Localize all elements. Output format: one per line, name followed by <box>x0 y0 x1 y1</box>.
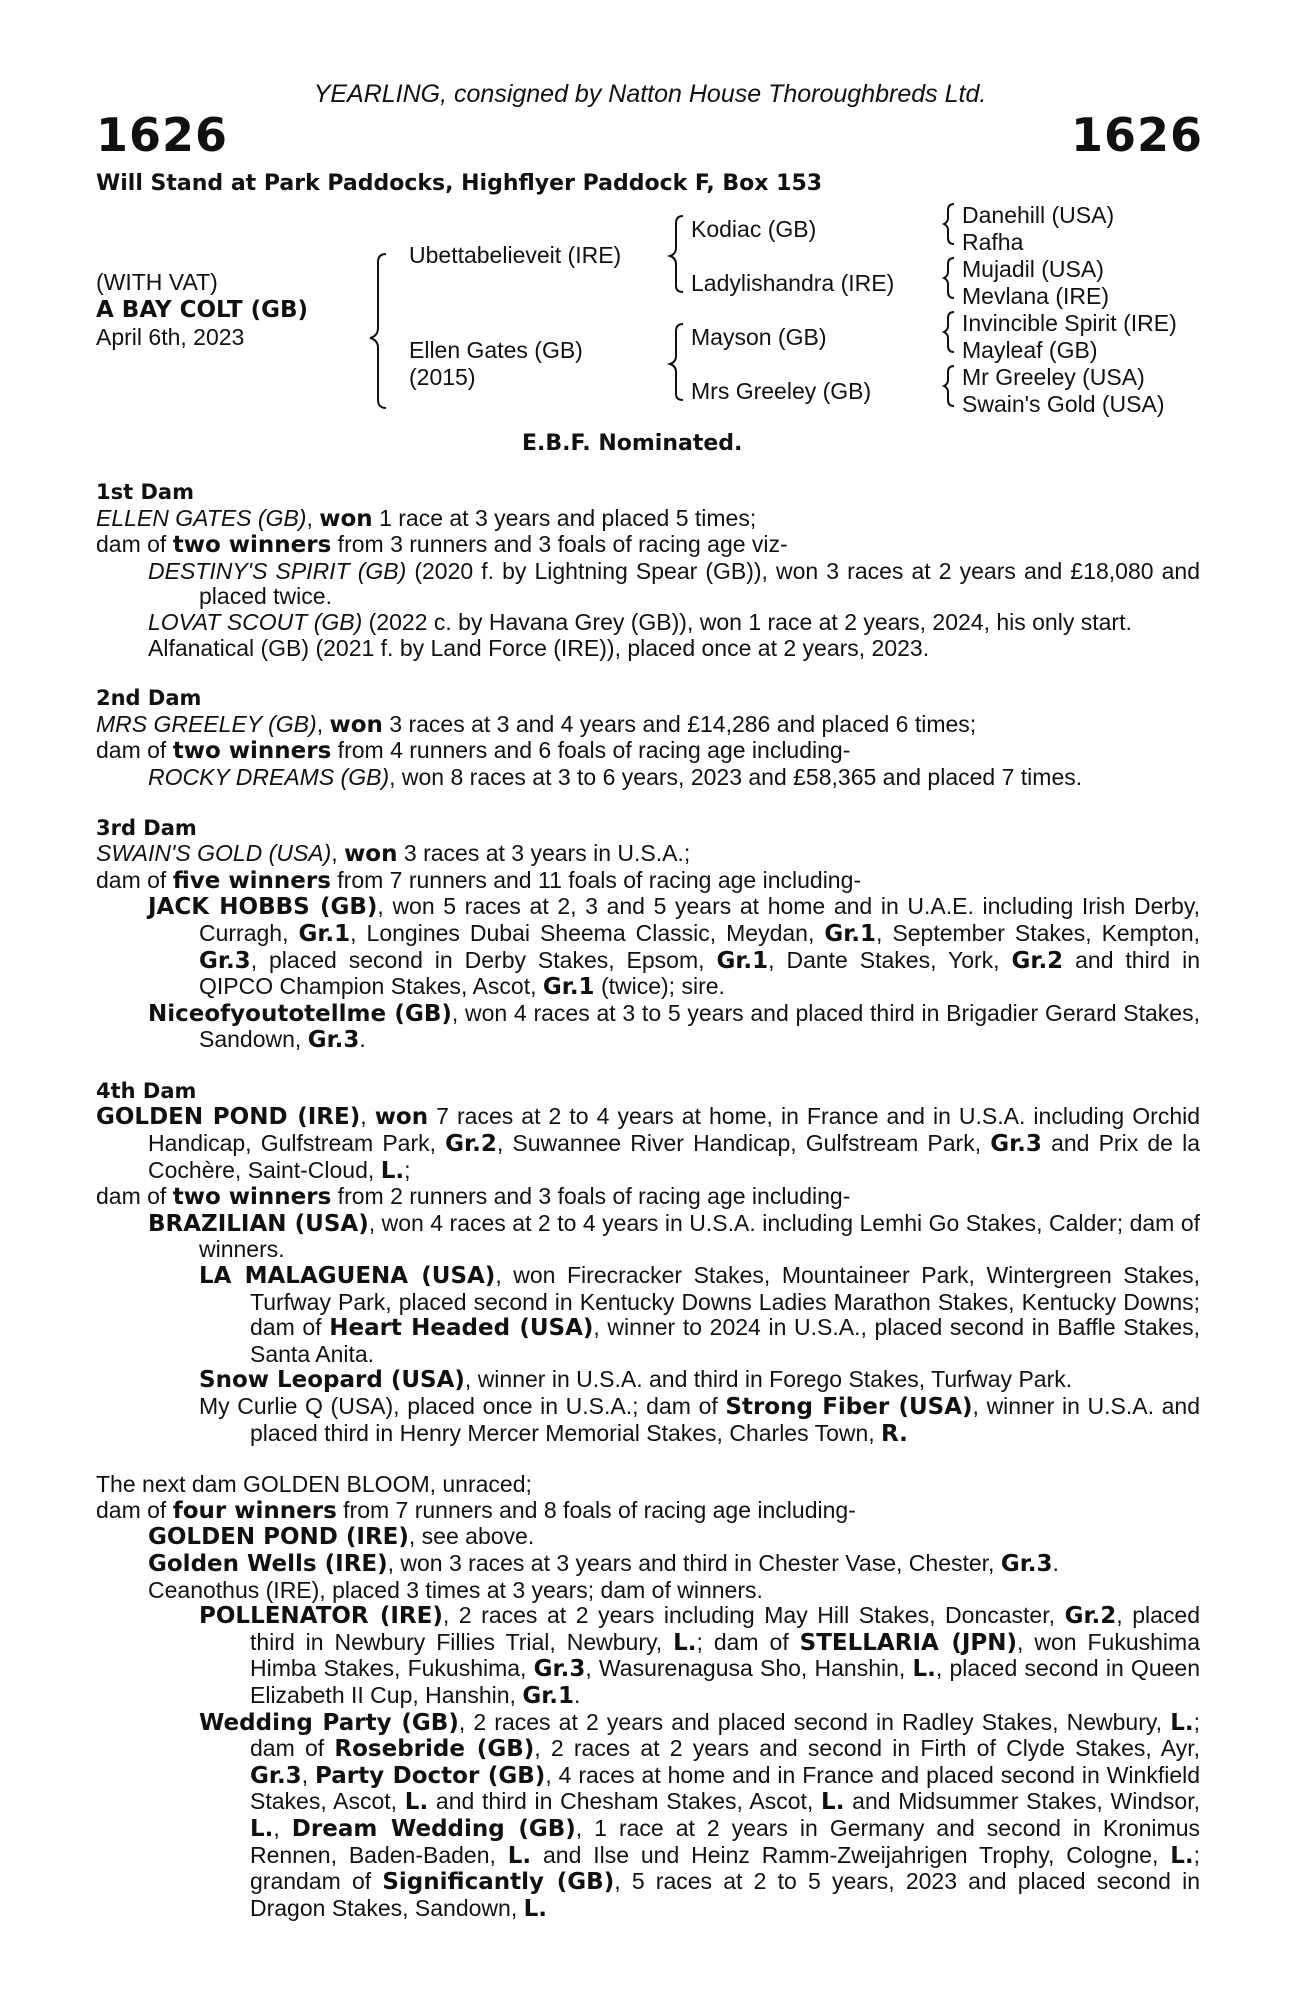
section-title: 2nd Dam <box>96 686 202 711</box>
text: My Curlie Q (USA), placed once in U.S.A.; dam of <box>199 1393 726 1419</box>
lot-number-left: 1626 <box>96 108 229 162</box>
text: , won 4 races at 2 to 4 years in U.S.A. including Lemhi Go Stakes, Calder; dam of winners. <box>199 1209 1200 1263</box>
pedigree-gen3: Mayleaf (GB) <box>962 337 1098 363</box>
text: , Dante Stakes, York, <box>768 946 1012 973</box>
text: from 7 runners and 11 foals of racing age including- <box>330 866 862 893</box>
text: , won Firecracker Stakes, Mountaineer Park, Wintergreen Stakes, Turfway Park, placed second in Kentucky Downs Ladies Marathon Stakes, Kentucky Downs; dam of <box>250 1262 1200 1341</box>
text: ; grandam of <box>250 1841 1200 1895</box>
record-line <box>96 506 1200 533</box>
section-title: 4th Dam <box>96 1078 197 1103</box>
text: , <box>316 710 330 737</box>
text: 3 races at 3 and 4 years and £14,286 and placed 6 times; <box>382 710 977 737</box>
text: , 2 races at 2 years and placed second in Radley Stakes, Newbury, <box>458 1708 1171 1735</box>
bold-text: Gr.3 <box>1000 1550 1053 1577</box>
bold-text: won <box>374 1104 429 1131</box>
bold-text: Party Doctor (GB) <box>315 1762 546 1789</box>
bold-text: L. <box>507 1842 532 1869</box>
bold-text: Gr.2 <box>445 1131 497 1158</box>
bold-text: LA MALAGUENA (USA) <box>199 1263 496 1290</box>
bold-text: R. <box>881 1420 908 1447</box>
bold-text: Heart Headed (USA) <box>329 1315 594 1342</box>
pedigree-gen3: Mevlana (IRE) <box>962 283 1109 309</box>
lot-number-right: 1626 <box>1070 108 1203 162</box>
pedigree-bracket-g3-2 <box>944 258 954 298</box>
bold-text: two winners <box>172 1184 332 1211</box>
record-line <box>96 1578 1200 1604</box>
bold-text: four winners <box>172 1497 337 1524</box>
bold-text: Niceofyoutotellme (GB) <box>148 1000 452 1027</box>
pedigree-dam: Ellen Gates (GB) <box>409 337 583 363</box>
text: , Wasurenagusa Sho, Hanshin, <box>585 1655 913 1682</box>
pedigree-gen2: Mayson (GB) <box>691 324 827 350</box>
record-line <box>96 1524 1200 1551</box>
produce-record <box>96 480 1200 1922</box>
bold-text: Gr.2 <box>1064 1603 1117 1630</box>
pedigree-gen3: Invincible Spirit (IRE) <box>962 310 1177 336</box>
text: , Suwannee River Handicap, Gulfstream Park, <box>496 1130 991 1157</box>
bold-text: L. <box>673 1629 697 1656</box>
pedigree-bracket-g3-3 <box>944 312 954 352</box>
bold-text: POLLENATOR (IRE) <box>199 1603 443 1630</box>
bold-text: Gr.3 <box>533 1656 586 1683</box>
text: from 7 runners and 8 foals of racing age including- <box>336 1496 856 1523</box>
dam-section <box>96 1472 1200 1922</box>
ebf-nominated: E.B.F. Nominated. <box>522 431 743 456</box>
record-line <box>96 1551 1200 1578</box>
record-line <box>96 1263 1200 1367</box>
text: , see above. <box>408 1523 535 1550</box>
bold-text: GOLDEN POND (IRE) <box>96 1104 361 1131</box>
text: dam of <box>96 1496 173 1523</box>
record-line <box>96 532 1200 559</box>
pedigree-gen2: Ladylishandra (IRE) <box>691 270 895 296</box>
bold-text: Golden Wells (IRE) <box>148 1550 388 1577</box>
text: ; dam of <box>696 1628 800 1655</box>
pedigree-gen3: Danehill (USA) <box>962 202 1115 228</box>
pedigree-dam-year: (2015) <box>409 364 476 390</box>
section-gap <box>96 1054 1200 1079</box>
bold-text: L. <box>821 1789 845 1816</box>
text: , <box>331 840 345 867</box>
section-gap <box>96 1447 1200 1472</box>
bold-text: Gr.1 <box>542 974 595 1001</box>
bold-text: Gr.3 <box>199 947 251 974</box>
bold-text: Significantly (GB) <box>382 1869 615 1896</box>
bold-text: Gr.1 <box>824 920 877 947</box>
record-line <box>96 894 1200 1000</box>
pedigree-bracket-g3-4 <box>944 366 954 406</box>
bold-text: Gr.3 <box>250 1762 302 1789</box>
text: , winner to 2024 in U.S.A., placed second in Baffle Stakes, Santa Anita. <box>250 1314 1200 1367</box>
text: Alfanatical (GB) (2021 f. by Land Force (IRE)), placed once at 2 years, 2023. <box>148 634 930 661</box>
bold-text: two winners <box>172 532 332 559</box>
text: , placed second in Queen Elizabeth II Cup, Hanshin, <box>250 1655 1200 1708</box>
text: and third in Chesham Stakes, Ascot, <box>428 1788 822 1815</box>
text: (twice); sire. <box>594 973 725 1000</box>
text: , <box>301 1761 316 1788</box>
record-line <box>96 559 1200 610</box>
text: dam of <box>96 531 173 558</box>
record-line <box>96 1211 1200 1263</box>
text: , September Stakes, Kempton, <box>876 919 1201 946</box>
text: , placed third in Newbury Fillies Trial, Newbury, <box>250 1602 1200 1655</box>
text: , Longines Dubai Sheema Classic, Meydan, <box>350 919 825 946</box>
pedigree-gen3: Mujadil (USA) <box>962 256 1104 282</box>
vat-note: (WITH VAT) <box>96 269 218 295</box>
italic-text: MRS GREELEY (GB) <box>96 710 317 737</box>
text: , 1 race at 2 years in Germany and second in Kronimus Rennen, Baden-Baden, <box>250 1814 1200 1868</box>
text: , 4 races at home and in France and placed second in Winkfield Stakes, Ascot, <box>250 1761 1201 1815</box>
text: (2022 c. by Havana Grey (GB)), won 1 race at 2 years, 2024, his only start. <box>362 608 1132 635</box>
italic-text: ELLEN GATES (GB) <box>96 504 307 531</box>
stand-location: Will Stand at Park Paddocks, Highflyer Paddock F, Box 153 <box>96 171 823 196</box>
text: dam of <box>96 866 173 893</box>
text: (2020 f. by Lightning Spear (GB)), won 3 races at 2 years and £18,080 and placed twice. <box>199 557 1200 610</box>
text: , won 3 races at 3 years and third in Chester Vase, Chester, <box>387 1549 1001 1576</box>
text: . <box>574 1681 581 1708</box>
bold-text: L. <box>380 1157 405 1184</box>
bold-text: JACK HOBBS (GB) <box>148 894 378 921</box>
text: , won 5 races at 2, 3 and 5 years at home and in U.A.E. including Irish Derby, Curragh, <box>199 893 1201 946</box>
bold-text: won <box>344 841 398 868</box>
bold-text: Gr.2 <box>1011 947 1064 974</box>
text: , <box>306 504 320 531</box>
pedigree-gen3: Swain's Gold (USA) <box>962 391 1165 417</box>
bold-text: won <box>319 505 373 532</box>
record-line <box>96 1472 1200 1498</box>
record-line <box>96 765 1200 791</box>
text: Ceanothus (IRE), placed 3 times at 3 years; dam of winners. <box>148 1576 763 1603</box>
text: , winner in U.S.A. and third in Forego Stakes, Turfway Park. <box>464 1366 1073 1393</box>
text: dam of <box>96 737 173 764</box>
text: dam of <box>96 1183 173 1210</box>
italic-text: SWAIN'S GOLD (USA) <box>96 840 332 867</box>
dam-section <box>96 480 1200 661</box>
pedigree-gen2: Mrs Greeley (GB) <box>691 378 872 404</box>
bold-text: L. <box>1170 1709 1194 1736</box>
bold-text: Dream Wedding (GB) <box>291 1815 576 1842</box>
text: and Ilse und Heinz Ramm-Zweijahrigen Trophy, Cologne, <box>531 1841 1171 1868</box>
bold-text: BRAZILIAN (USA) <box>148 1210 369 1237</box>
text: , won 4 races at 3 to 5 years and placed third in Brigadier Gerard Stakes, Sandown, <box>199 999 1200 1053</box>
record-line <box>96 1394 1200 1447</box>
dam-section <box>96 686 1200 790</box>
record-line <box>96 1710 1200 1923</box>
pedigree-bracket-sire <box>670 216 683 292</box>
text: , 5 races at 2 to 5 years, 2023 and placed second in Dragon Stakes, Sandown, <box>250 1868 1200 1921</box>
section-title: 3rd Dam <box>96 815 197 840</box>
horse-name: A BAY COLT (GB) <box>96 297 309 323</box>
dam-section <box>96 1079 1200 1447</box>
pedigree-gen3: Rafha <box>962 229 1024 255</box>
pedigree-gen2: Kodiac (GB) <box>691 216 817 242</box>
text: 3 races at 3 years in U.S.A.; <box>397 840 691 867</box>
italic-text: LOVAT SCOUT (GB) <box>148 608 363 635</box>
text: , placed second in Derby Stakes, Epsom, <box>250 946 717 973</box>
bold-text: Gr.3 <box>990 1131 1042 1158</box>
pedigree-sire: Ubettabelieveit (IRE) <box>409 242 622 268</box>
italic-text: DESTINY'S SPIRIT (GB) <box>148 557 407 584</box>
bold-text: five winners <box>172 867 331 894</box>
record-line <box>96 1001 1200 1054</box>
bold-text: Gr.3 <box>307 1027 360 1054</box>
record-line <box>96 1603 1200 1709</box>
text: from 4 runners and 6 foals of racing age including- <box>331 737 851 764</box>
text: 7 races at 2 to 4 years at home, in France and in U.S.A. including Orchid Handicap, Gulfstream Park, <box>148 1103 1201 1157</box>
text: and Midsummer Stakes, Windsor, <box>844 1788 1200 1815</box>
text: , <box>360 1103 375 1130</box>
bold-text: L. <box>1170 1842 1194 1869</box>
record-line <box>96 636 1200 662</box>
text: . <box>1052 1549 1059 1576</box>
dam-section <box>96 816 1200 1054</box>
bold-text: L. <box>912 1656 936 1683</box>
text: , 2 races at 2 years including May Hill Stakes, Doncaster, <box>442 1602 1065 1629</box>
bold-text: L. <box>250 1815 274 1842</box>
bold-text: Gr.1 <box>716 947 769 974</box>
text: , 2 races at 2 years and second in Firth of Clyde Stakes, Ayr, <box>534 1735 1200 1762</box>
text: and third in QIPCO Champion Stakes, Ascot, <box>199 946 1200 1000</box>
record-line <box>96 1184 1200 1211</box>
text: from 3 runners and 3 foals of racing age viz- <box>331 531 788 558</box>
section-gap <box>96 661 1200 686</box>
text: The next dam GOLDEN BLOOM, unraced; <box>96 1471 532 1498</box>
bold-text: Gr.1 <box>522 1682 575 1709</box>
text: ; dam of <box>250 1708 1200 1762</box>
pedigree-bracket-dam <box>670 324 683 400</box>
record-line <box>96 712 1200 739</box>
bold-text: won <box>329 711 383 738</box>
text: , winner in U.S.A. and placed third in Henry Mercer Memorial Stakes, Charles Town, <box>250 1393 1200 1446</box>
section-gap <box>96 791 1200 816</box>
italic-text: ROCKY DREAMS (GB) <box>148 763 390 790</box>
pedigree-gen3: Mr Greeley (USA) <box>962 364 1145 390</box>
bold-text: Snow Leopard (USA) <box>199 1367 465 1394</box>
text: ; <box>404 1156 411 1183</box>
bold-text: L. <box>523 1895 548 1922</box>
bold-text: Gr.1 <box>298 920 351 947</box>
horse-dob: April 6th, 2023 <box>96 324 245 350</box>
bold-text: Wedding Party (GB) <box>199 1709 459 1736</box>
pedigree-bracket-main <box>370 254 386 408</box>
record-line <box>96 1104 1200 1184</box>
bold-text: two winners <box>172 738 332 765</box>
record-line <box>96 841 1200 868</box>
section-title: 1st Dam <box>96 480 194 504</box>
record-line <box>96 738 1200 765</box>
pedigree-bracket-g3-1 <box>944 204 954 244</box>
record-line <box>96 1367 1200 1394</box>
text: , won 8 races at 3 to 6 years, 2023 and £58,365 and placed 7 times. <box>389 763 1083 790</box>
record-line <box>96 610 1200 636</box>
record-line <box>96 868 1200 895</box>
consignor-line: YEARLING, consigned by Natton House Thoroughbreds Ltd. <box>313 80 987 108</box>
text: . <box>359 1026 366 1053</box>
bold-text: Strong Fiber (USA) <box>725 1394 973 1420</box>
text: , won Fukushima Himba Stakes, Fukushima, <box>250 1628 1200 1682</box>
record-line <box>96 1498 1200 1525</box>
text: , <box>273 1814 292 1841</box>
bold-text: GOLDEN POND (IRE) <box>148 1524 409 1551</box>
bold-text: Rosebride (GB) <box>334 1736 535 1763</box>
text: and Prix de la Cochère, Saint-Cloud, <box>148 1130 1200 1183</box>
bold-text: L. <box>404 1789 429 1816</box>
text: from 2 runners and 3 foals of racing age including- <box>331 1183 851 1210</box>
text: 1 race at 3 years and placed 5 times; <box>372 504 757 531</box>
bold-text: STELLARIA (JPN) <box>799 1629 1018 1656</box>
